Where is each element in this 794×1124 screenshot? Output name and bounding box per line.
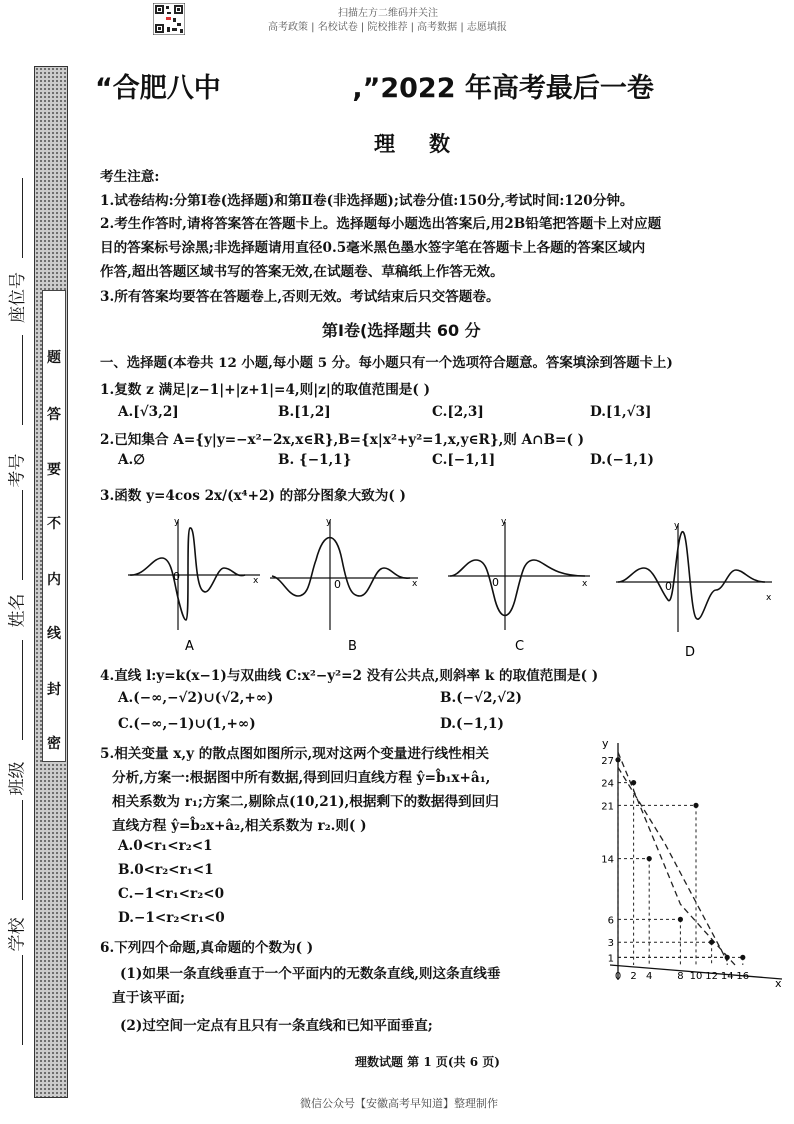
y-tick-label: 24: [601, 778, 614, 790]
question-5-line: 分析,方案一:根据图中所有数据,得到回归直线方程 ŷ=b̂₁x+â₁,: [112, 770, 491, 786]
x-tick-label: 2: [630, 971, 637, 982]
question-2: 2.已知集合 A={y|y=−x²−2x,x∈R},B={x|x²+y²=1,x,y∈R},则 A∩B=( ): [100, 432, 585, 448]
fit-line-2: [618, 767, 727, 961]
q6-item: (2)过空间一定点有且只有一条直线和已知平面垂直;: [120, 1018, 433, 1034]
svg-text:y: y: [501, 517, 507, 527]
q2-option-a[interactable]: A.∅: [118, 452, 146, 468]
svg-text:y: y: [674, 521, 680, 531]
y-tick-label: 3: [607, 938, 614, 950]
seal-box: [42, 290, 66, 762]
question-3: 3.函数 y=4cos 2x/(x⁴+2) 的部分图象大致为( ): [100, 488, 406, 504]
q1-option-c[interactable]: C.[2,3]: [432, 404, 484, 420]
data-point: [631, 780, 636, 785]
svg-text:0: 0: [173, 570, 180, 583]
graph-a[interactable]: [128, 517, 260, 654]
question-1: 1.复数 z 满足|z−1|+|z+1|=4,则|z|的取值范围是( ): [100, 382, 430, 398]
svg-text:0: 0: [334, 578, 341, 591]
q6-item: (1)如果一条直线垂直于一个平面内的无数条直线,则这条直线垂: [120, 966, 501, 982]
notice-line: 3.所有答案均要答在答题卷上,否则无效。考试结束后只交答题卷。: [100, 289, 500, 305]
notice-line: 作答,超出答题区域书写的答案无效,在试题卷、草稿纸上作答无效。: [100, 264, 504, 280]
section-intro: 一、选择题(本卷共 12 小题,每小题 5 分。每小题只有一个选项符合题意。答案填涂到答题卡上): [100, 355, 673, 371]
q5-option-a[interactable]: A.0<r₁<r₂<1: [118, 838, 213, 854]
question-5-line: 相关系数为 r₁;方案二,剔除点(10,21),根据剩下的数据得到回归: [112, 794, 499, 810]
q4-option-a[interactable]: A.(−∞,−√2)∪(√2,+∞): [118, 690, 274, 706]
graph-b[interactable]: [270, 517, 418, 654]
notice-line: 2.考生作答时,请将答案答在答题卡上。选择题每小题选出答案后,用2B铅笔把答题卡上对应题: [100, 216, 662, 232]
y-tick-label: 14: [601, 854, 614, 866]
svg-text:y: y: [326, 517, 332, 527]
data-point: [615, 757, 620, 762]
svg-text:x: x: [412, 579, 418, 589]
seat-number-label: 座位号: [8, 272, 28, 323]
y-tick-label: 1: [607, 953, 614, 965]
question-5-line: 直线方程 ŷ=b̂₂x+â₂,相关系数为 r₂.则( ): [112, 818, 367, 834]
seal-char: 密: [47, 736, 61, 752]
q2-option-c[interactable]: C.[−1,1]: [432, 452, 496, 468]
notice-line: 1.试卷结构:分第Ⅰ卷(选择题)和第Ⅱ卷(非选择题);试卷分值:150分,考试时间:120分钟。: [100, 193, 634, 209]
exam-number-label: 考号: [7, 453, 28, 488]
seal-char: 封: [47, 682, 61, 698]
q5-option-d[interactable]: D.−1<r₂<r₁<0: [118, 910, 225, 926]
data-point: [678, 917, 683, 922]
seal-char: 不: [47, 516, 61, 532]
seal-char: 题: [47, 350, 61, 366]
school-label: 学校: [7, 917, 28, 952]
seal-char: 内: [47, 572, 61, 588]
q6-item: 直于该平面;: [112, 990, 185, 1006]
x-tick-label: 8: [677, 971, 684, 982]
graph-c-label: C: [515, 639, 525, 654]
seal-char: 答: [47, 407, 61, 423]
x-tick-label: 0: [614, 971, 622, 982]
y-tick-label: 27: [601, 755, 614, 767]
q2-option-d[interactable]: D.(−1,1): [590, 452, 654, 468]
exam-title: “合肥八中 ,”2022 年高考最后一卷: [95, 73, 654, 104]
graph-b-label: B: [348, 639, 357, 654]
svg-text:x: x: [253, 576, 259, 586]
data-point: [709, 940, 714, 945]
graph-d-label: D: [685, 645, 696, 660]
x-axis-label: x: [775, 977, 782, 990]
seal-char: 线: [47, 626, 61, 642]
y-tick-label: 6: [607, 915, 614, 927]
qr-code[interactable]: [153, 3, 185, 35]
x-tick-label: 10: [689, 971, 703, 982]
q4-option-b[interactable]: B.(−√2,√2): [440, 690, 522, 706]
svg-text:x: x: [766, 593, 772, 603]
scan-note: 扫描左方二维码并关注: [338, 8, 438, 19]
data-point: [693, 803, 698, 808]
q4-option-c[interactable]: C.(−∞,−1)∪(1,+∞): [118, 716, 256, 732]
question-5-line: 5.相关变量 x,y 的散点图如图所示,现对这两个变量进行线性相关: [100, 746, 489, 762]
svg-text:0: 0: [492, 576, 499, 589]
graph-a-label: A: [185, 639, 194, 654]
bottom-note: 微信公众号【安徽高考早知道】整理制作: [300, 1097, 498, 1110]
q1-option-a[interactable]: A.[√3,2]: [118, 404, 179, 420]
x-tick-label: 12: [705, 971, 718, 982]
subject-title: 理数: [374, 132, 484, 156]
q5-option-b[interactable]: B.0<r₂<r₁<1: [118, 862, 214, 878]
x-tick-label: 16: [736, 971, 750, 982]
name-label: 姓名: [7, 593, 28, 628]
svg-text:0: 0: [665, 580, 672, 593]
q1-option-b[interactable]: B.[1,2]: [278, 404, 331, 420]
x-tick-label: 14: [720, 971, 734, 982]
q5-option-c[interactable]: C.−1<r₁<r₂<0: [118, 886, 225, 902]
notice-heading: 考生注意:: [100, 169, 160, 185]
graph-d[interactable]: [616, 521, 772, 660]
question-4: 4.直线 l:y=k(x−1)与双曲线 C:x²−y²=2 没有公共点,则斜率 k 的取值范围是( ): [100, 668, 599, 684]
y-axis-label: y: [602, 737, 609, 750]
q1-option-d[interactable]: D.[1,√3]: [590, 404, 652, 420]
y-tick-label: 21: [601, 801, 614, 813]
svg-text:x: x: [582, 579, 588, 589]
binding-margin: [0, 0, 34, 1124]
section-title: 第Ⅰ卷(选择题共 60 分: [322, 321, 481, 340]
x-tick-label: 4: [646, 971, 653, 982]
svg-text:y: y: [174, 517, 180, 527]
seal-char: 要: [47, 462, 61, 478]
data-point: [647, 856, 652, 861]
page-footer: 理数试题 第 1 页(共 6 页): [355, 1055, 500, 1069]
function-graphs: [120, 510, 780, 660]
class-label: 班级: [7, 761, 28, 796]
question-6: 6.下列四个命题,真命题的个数为( ): [100, 940, 314, 956]
notice-line: 目的答案标号涂黑;非选择题请用直径0.5毫米黑色墨水签字笔在答题卡上各题的答案区域内: [100, 240, 646, 256]
graph-c[interactable]: [448, 517, 590, 654]
q2-option-b[interactable]: B. {−1,1}: [278, 452, 352, 468]
scatter-plot: [590, 735, 790, 1000]
data-point: [740, 955, 745, 960]
data-point: [725, 955, 730, 960]
q4-option-d[interactable]: D.(−1,1): [440, 716, 504, 732]
header-links[interactable]: 高考政策 | 名校试卷 | 院校推荐 | 高考数据 | 志愿填报: [268, 22, 507, 33]
